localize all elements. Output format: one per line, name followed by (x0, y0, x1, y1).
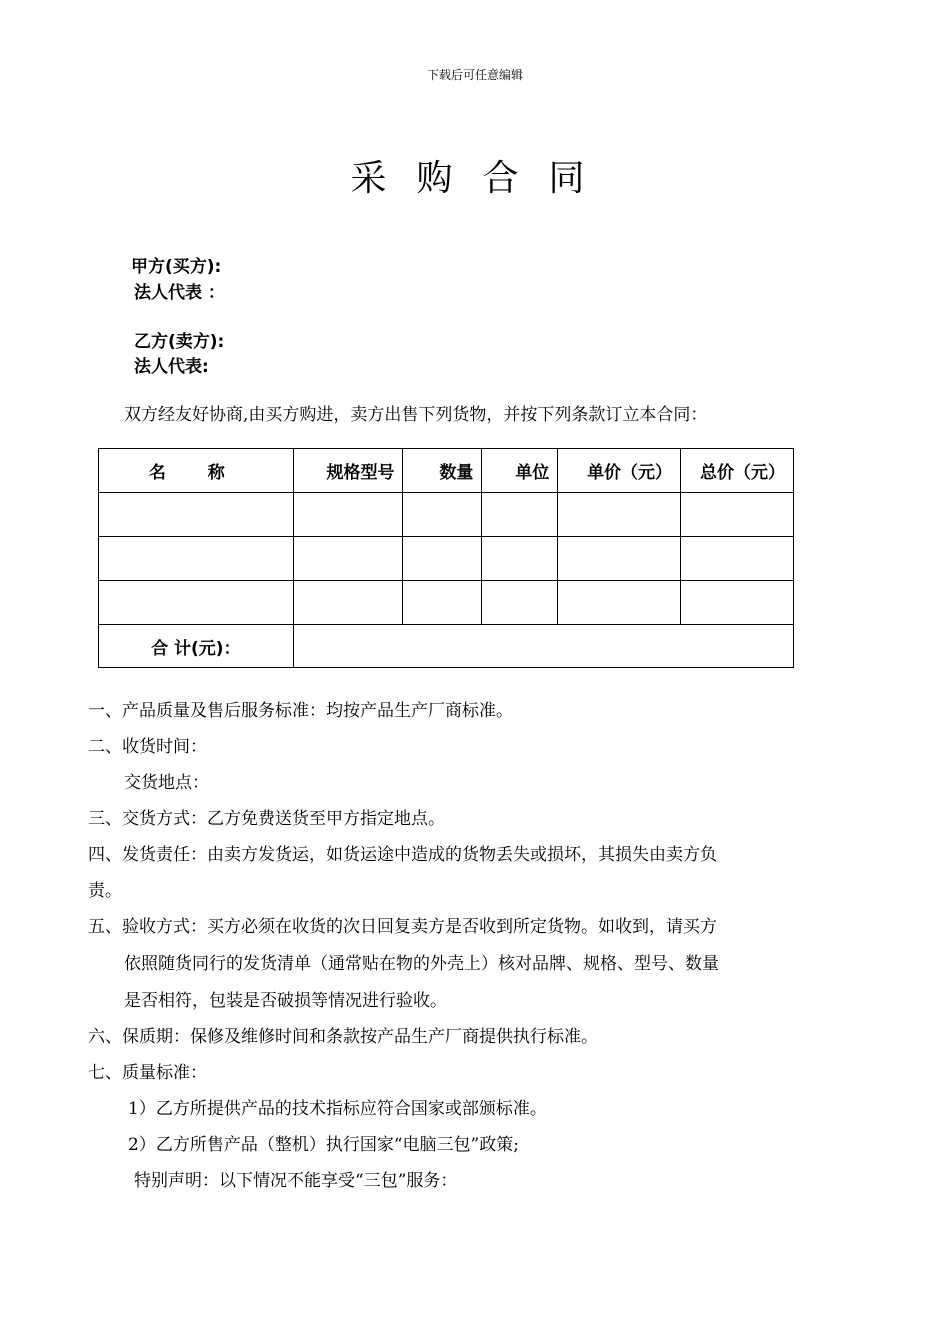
clause-2: 二、收货时间： (88, 737, 207, 757)
total-row (99, 625, 794, 668)
table-cell (403, 493, 482, 537)
clause-6: 六、保质期：保修及维修时间和条款按产品生产厂商提供执行标准。 (88, 1027, 598, 1047)
clause-7: 七、质量标准： (88, 1063, 207, 1083)
table-cell (482, 581, 558, 625)
clause-7-item-1: 1）乙方所提供产品的技术指标应符合国家或部颁标准。 (128, 1099, 547, 1119)
header-quantity: 数量 (403, 449, 482, 493)
table-cell (99, 537, 294, 581)
clause-5-cont-1: 依照随货同行的发货清单（通常贴在物的外壳上）核对品牌、规格、型号、数量 (124, 954, 719, 974)
table-row (99, 537, 794, 581)
table-cell (99, 493, 294, 537)
table-cell (403, 537, 482, 581)
header-unit: 单位 (482, 449, 558, 493)
table-cell (681, 581, 794, 625)
clause-5-cont-2: 是否相符，包装是否破损等情况进行验收。 (124, 991, 447, 1011)
table-cell (558, 493, 681, 537)
clause-4-cont: 责。 (88, 881, 122, 901)
clause-1: 一、产品质量及售后服务标准：均按产品生产厂商标准。 (88, 701, 513, 721)
clause-5: 五、验收方式：买方必须在收货的次日回复卖方是否收到所定货物。如收到，请买方 (88, 917, 717, 937)
total-label: 合 计(元)： (99, 625, 294, 668)
table-row (99, 581, 794, 625)
table-row (99, 493, 794, 537)
party-b-label: 乙方(卖方): (134, 332, 225, 352)
party-a-rep-label: 法人代表 ： (134, 283, 225, 303)
clause-4: 四、发货责任：由卖方发货运，如货运途中造成的货物丢失或损坏，其损失由卖方负 (88, 845, 717, 865)
header-name: 名 称 (99, 449, 294, 493)
header-unit-price: 单价（元） (558, 449, 681, 493)
special-statement: 特别声明：以下情况不能享受“三包”服务： (134, 1171, 458, 1191)
table-cell (482, 493, 558, 537)
table-cell (681, 537, 794, 581)
table-cell (293, 581, 403, 625)
party-b-rep-label: 法人代表: (134, 357, 209, 377)
goods-table (98, 448, 794, 668)
header-total-price: 总价（元） (681, 449, 794, 493)
party-a-label: 甲方(买方): (131, 257, 222, 277)
table-cell (403, 581, 482, 625)
table-cell (558, 537, 681, 581)
clause-7-item-2: 2）乙方所售产品（整机）执行国家“电脑三包”政策; (128, 1135, 519, 1155)
table-cell (681, 493, 794, 537)
table-cell (293, 493, 403, 537)
table-cell (482, 537, 558, 581)
table-header-row (99, 449, 794, 493)
clause-2-location: 交货地点： (124, 773, 209, 793)
clause-3: 三、交货方式：乙方免费送货至甲方指定地点。 (88, 809, 445, 829)
total-value-cell (293, 625, 793, 668)
intro-text: 双方经友好协商,由买方购进，卖方出售下列货物，并按下列条款订立本合同： (124, 405, 708, 425)
table-cell (558, 581, 681, 625)
header-spec: 规格型号 (293, 449, 403, 493)
document-title: 采购合同 (350, 158, 615, 199)
table-cell (99, 581, 294, 625)
table-cell (293, 537, 403, 581)
header-note: 下载后可任意编辑 (426, 68, 523, 82)
